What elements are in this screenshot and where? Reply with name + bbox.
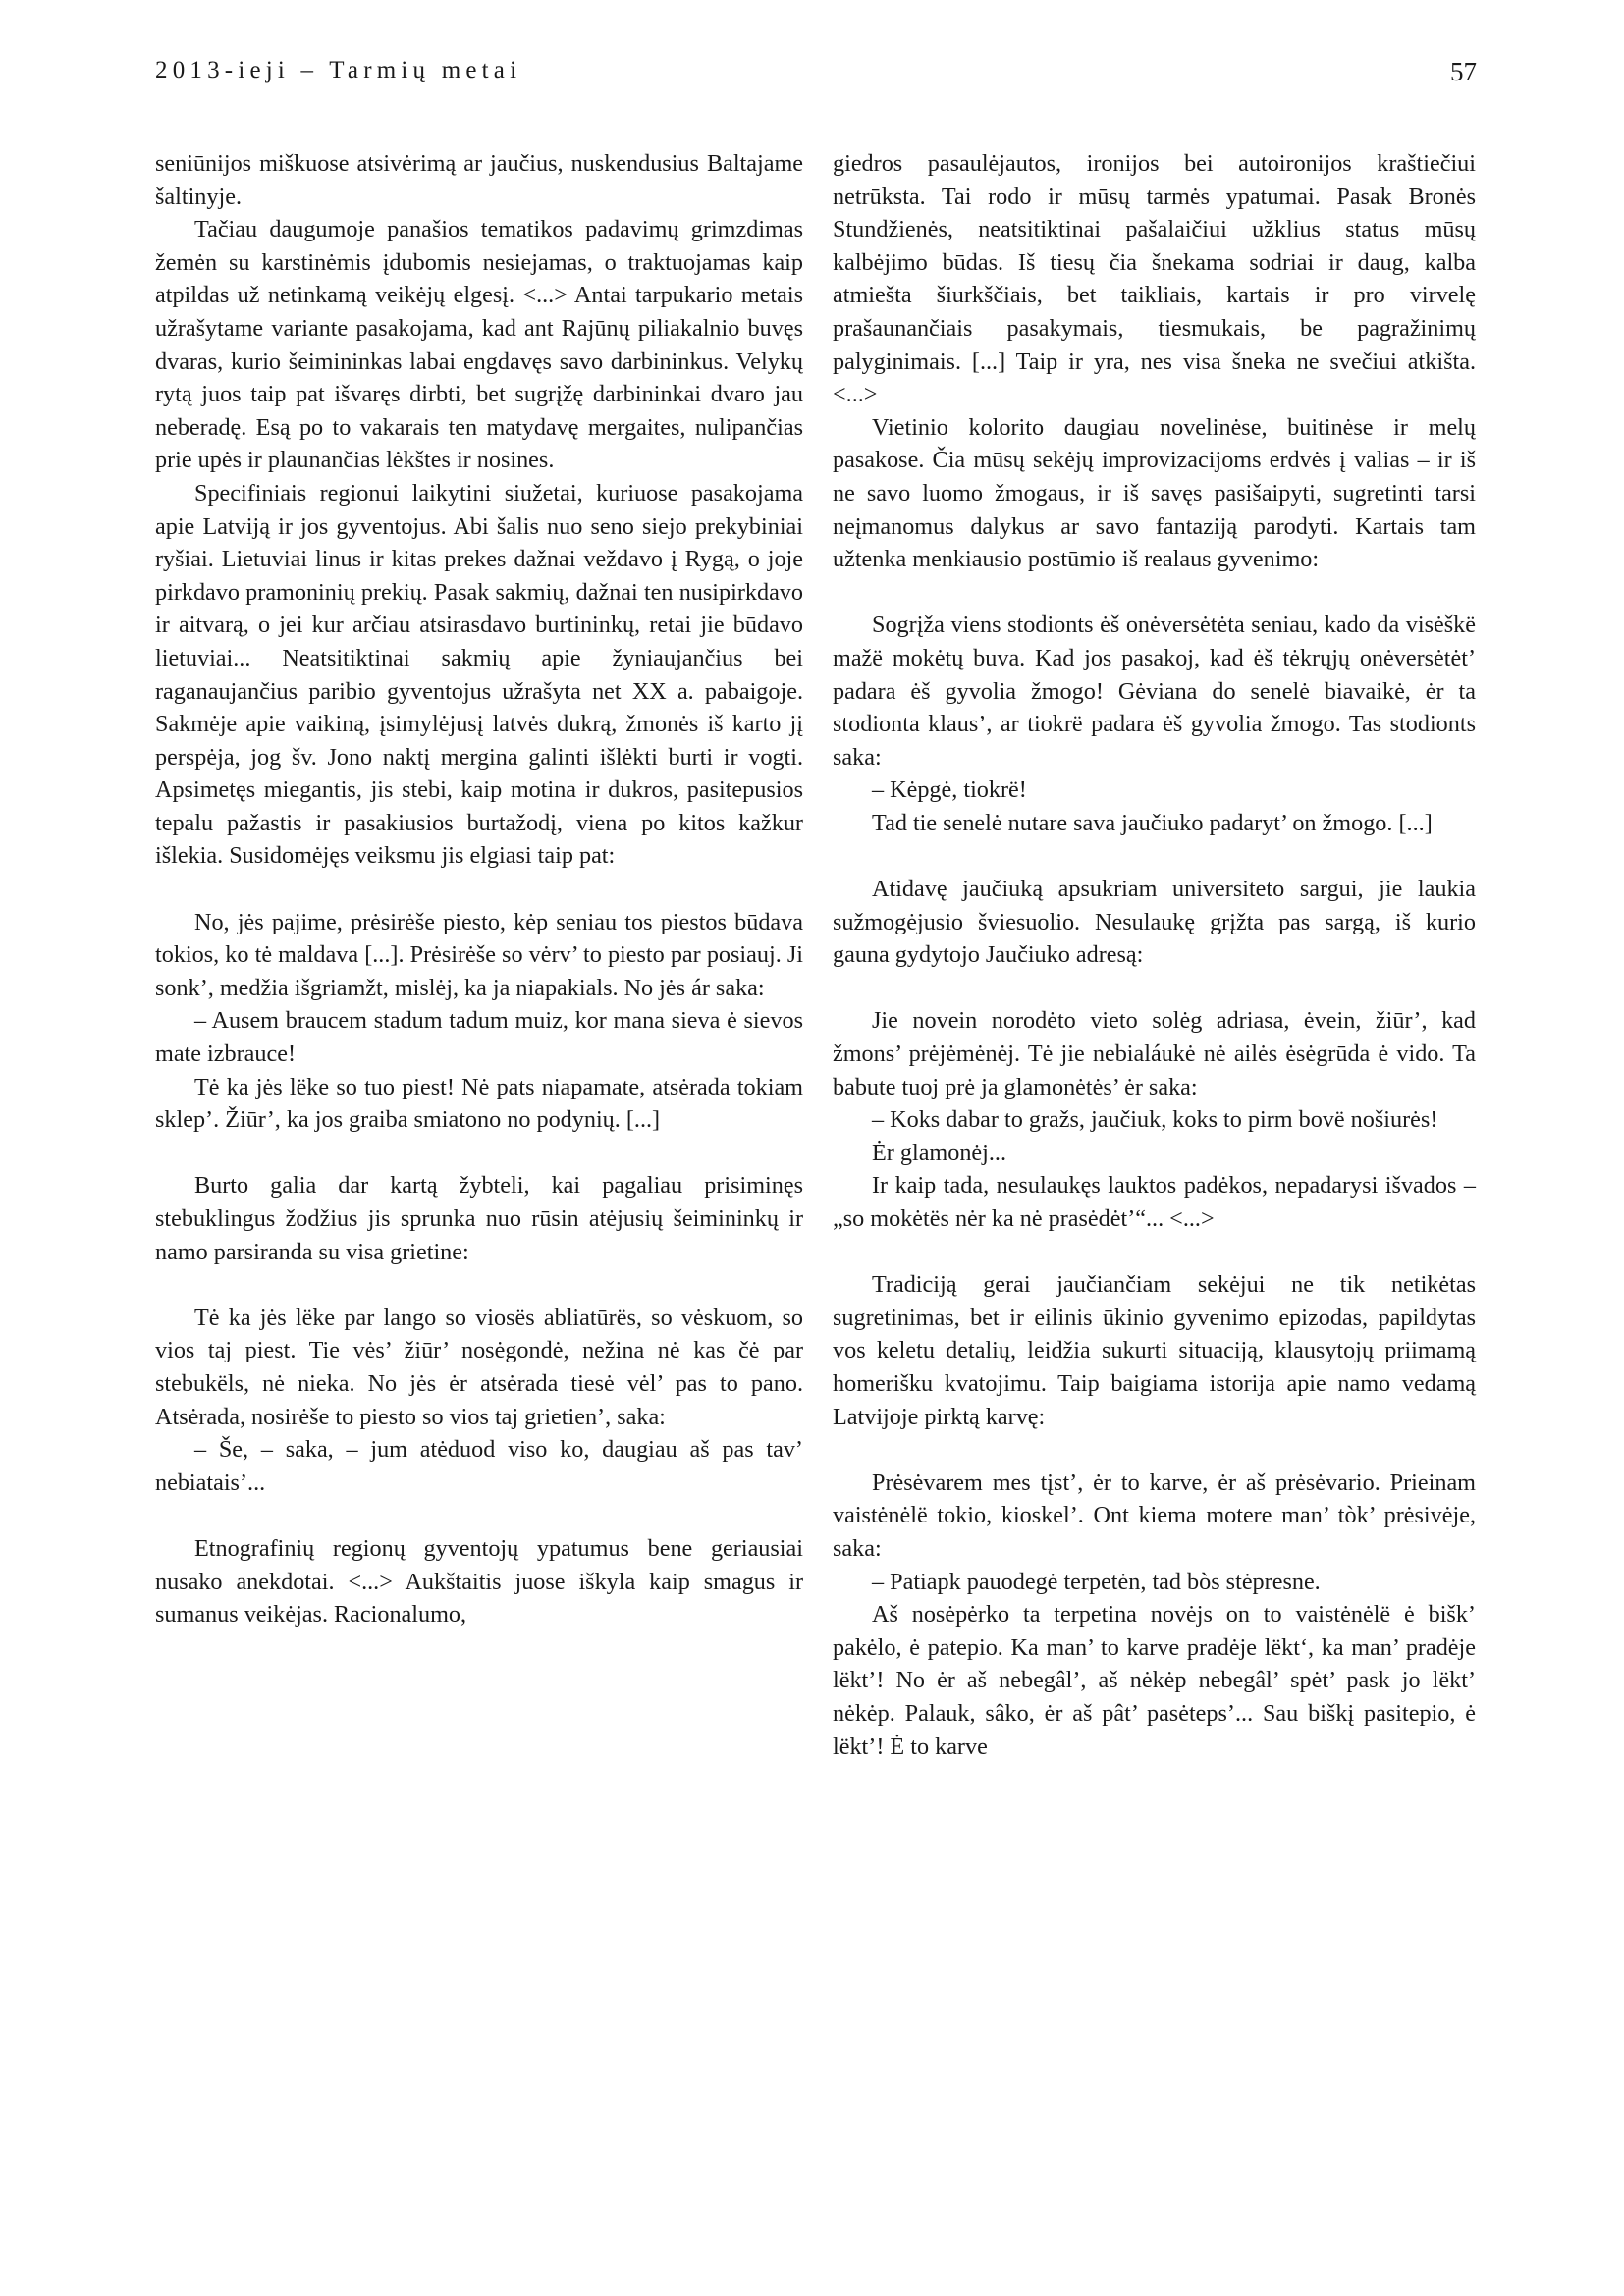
dialect-quote: Tė ka jės lëke par lango so viosës abliatūrës, so vėskuom, so vios taj piest. Tie vės’ žiūr’ nosėgondė, nežina nė kas čė par stebukëls, nė nieka. No jės ėr atsėrada tiesė vėl’ pas to pano. Atsėrada, nosirėše to piesto so vios taj grietien’, saka: [155,1304,803,1430]
paragraph: Burto galia dar kartą žybteli, kai pagaliau prisiminęs stebuklingus žodžius jis sprunka nuo rūsin atėjusių šeimininkų ir namo parsiranda su visa grietine: [155,1172,803,1265]
running-title: 2013-ieji – Tarmių metai [155,57,522,83]
dialect-quote: Prėsėvarem mes tįst’, ėr to karve, ėr aš prėsėvario. Prieinam vaistėnėlë tokio, kioskel’. Ont kiema motere man’ tòk’ prėsivėje, saka: [833,1468,1476,1562]
left-column [155,147,803,1631]
right-column [833,147,1476,1763]
paragraph: Specifiniais regionui laikytini siužetai, kuriuose pasakojama apie Latviją ir jos gyventojus. Abi šalis nuo seno siejo prekybiniai ryšiai. Lietuviai linus ir kitas prekes dažnai veždavo į Rygą, o joje pirkdavo pramoninių prekių. Pasak sakmių, dažnai ten nusipirkdavo ir aitvarą, o jei kur arčiau atsirasdavo burtininkų, retai jie būdavo lietuviai... Neatsitiktinai sakmių apie žyniaujančius bei raganaujančius paribio gyventojus užrašyta net XX a. pabaigoje. Sakmėje apie vaikiną, įsimylėjusį latvės dukrą, žmonės iš karto jį perspėja, jog šv. Jono naktį mergina galinti išlėkti burti ir vogti. Apsimetęs miegantis, jis stebi, kaip motina ir dukros, pasitepusios tepalu pažastis ir pasakiusios burtažodį, viena po kitos kažkur išlekia. Susidomėjęs veiksmu jis elgiasi taip pat: [155,479,803,870]
dialect-quote: Tė ka jės lëke so tuo piest! Nė pats niapamate, atsėrada tokiam sklep’. Žiūr’, ka jos graiba smiatono no podynių. [...] [155,1073,803,1134]
dialect-quote: Jie novein norodėto vieto solėg adriasa, ėvein, žiūr’, kad žmons’ prėjėmėnėj. Tė jie nebialáukė nė ailės ėsėgrūda ė vido. Ta babute tuoj prė ja glamonėtės’ ėr saka: [833,1007,1476,1100]
dialect-quote: – Ausem braucem stadum tadum muiz, kor mana sieva ė sievos mate izbrauce! [155,1007,803,1068]
dialect-quote: Tad tie senelė nutare sava jaučiuko padaryt’ on žmogo. [...] [872,809,1433,836]
dialect-quote: Sogrįža viens stodionts ėš onėversėtėta seniau, kado da visėškë mažë mokėtų buva. Kad jos pasakoj, kad ėš tėkrųjų onėversėtėt’ padara ėš gyvolia žmogo! Gėviana do senelė biavaikė, ėr ta stodionta klaus’, ar tiokrë padara ėš gyvolia žmogo. Tas stodionts saka: [833,612,1476,771]
page-number: 57 [1450,57,1477,86]
dialect-quote: Ėr glamonėj... [872,1139,1007,1166]
dialect-quote: Aš nosėpėrko ta terpetina novėjs on to vaistėnėlë ė bišk’ pakėlo, ė patepio. Ka man’ to karve pradėje lëkt‘, ka man’ pradėje lëkt’! No ėr aš nebegâl’, aš nėkėp nebegâl’ spėt’ pask jo lëkt’ nėkėp. Palauk, sâko, ėr aš pât’ pasėteps’... Sau biškį pasitepio, ė lëkt’! Ė to karve [833,1601,1476,1760]
paragraph: Tradiciją gerai jaučiančiam sekėjui ne tik netikėtas sugretinimas, bet ir eilinis ūkinio gyvenimo epizodas, papildytas vos keletu detalių, leidžia sukurti situaciją, klausytojų priimamą homerišku kvatojimu. Taip baigiama istorija apie namo vedamą Latvijoje pirktą karvę: [833,1271,1476,1430]
paragraph: Ir kaip tada, nesulaukęs lauktos padėkos, nepadarysi išvados – „so mokėtës nėr ka nė prasėdėt’“... <...> [833,1172,1476,1232]
dialect-quote: – Koks dabar to gražs, jaučiuk, koks to pirm bovë nošiurės! [872,1106,1438,1134]
paragraph: Etnografinių regionų gyventojų ypatumus bene geriausiai nusako anekdotai. <...> Aukštaitis juose iškyla kaip smagus ir sumanus veikėjas. Racionalumo, [155,1534,803,1629]
paragraph: Atidavę jaučiuką apsukriam universiteto sargui, jie laukia sužmogėjusio šviesuolio. Nesulaukę grįžta pas sargą, iš kurio gauna gydytojo Jaučiuko adresą: [833,876,1476,969]
paragraph: giedros pasaulėjautos, ironijos bei autoironijos kraštiečiui netrūksta. Tai rodo ir mūsų tarmės ypatumai. Pasak Bronės Stundžienės, neatsitiktinai pašalaičiui užklius status mūsų kalbėjimo būdas. Iš tiesų čia šnekama sodriai ir daug, kalba atmiešta šiurkščiais, bet taikliais, kartais ir pro virvelę prašaunančiais pasakymais, tiesmukais, be pagražinimų palyginimais. [...] Taip ir yra, nes visa šneka ne svečiui atkišta. <...> [833,150,1476,408]
paragraph: seniūnijos miškuose atsivėrimą ar jaučius, nuskendusius Baltajame šaltinyje. [155,150,803,210]
dialect-quote: – Kėpgė, tiokrë! [872,776,1027,804]
dialect-quote: – Še, – saka, – jum atėduod viso ko, daugiau aš pas tav’ nebiatais’... [155,1436,803,1496]
dialect-quote: No, jės pajime, prėsirėše piesto, kėp seniau tos piestos būdava tokios, ko tė maldava [...]. Prėsirėše so vėrv’ to piesto par posiauj. Ji sonk’, medžia išgriamžt, mislėj, ka ja niapakials. No jės ár saka: [155,908,803,1001]
dialect-quote: – Patiapk pauodegė terpetėn, tad bòs stėpresne. [872,1568,1321,1595]
paragraph: Vietinio kolorito daugiau novelinėse, buitinėse ir melų pasakose. Čia mūsų sekėjų improvizacijoms erdvės į valias – ir iš ne savo luomo žmogaus, ir iš savęs pasišaipyti, sugretinti tarsi neįmanomus dalykus ar savo fantaziją parodyti. Kartais tam užtenka menkiausio postūmio iš realaus gyvenimo: [833,413,1476,573]
paragraph: Tačiau daugumoje panašios tematikos padavimų grimzdimas žemėn su karstinėmis įdubomis nesiejamas, o traktuojamas kaip atpildas už netinkamą veikėjų elgesį. <...> Antai tarpukario metais užrašytame variante pasakojama, kad ant Rajūnų piliakalnio buvęs dvaras, kurio šeimininkas labai engdavęs savo darbininkus. Velykų rytą juos taip pat išvaręs dirbti, bet sugrįžę darbininkai dvaro jau neberadę. Esą po to vakarais ten matydavę mergaites, nulipančias prie upės ir plaunančias lėkštes ir nosines. [155,216,803,474]
